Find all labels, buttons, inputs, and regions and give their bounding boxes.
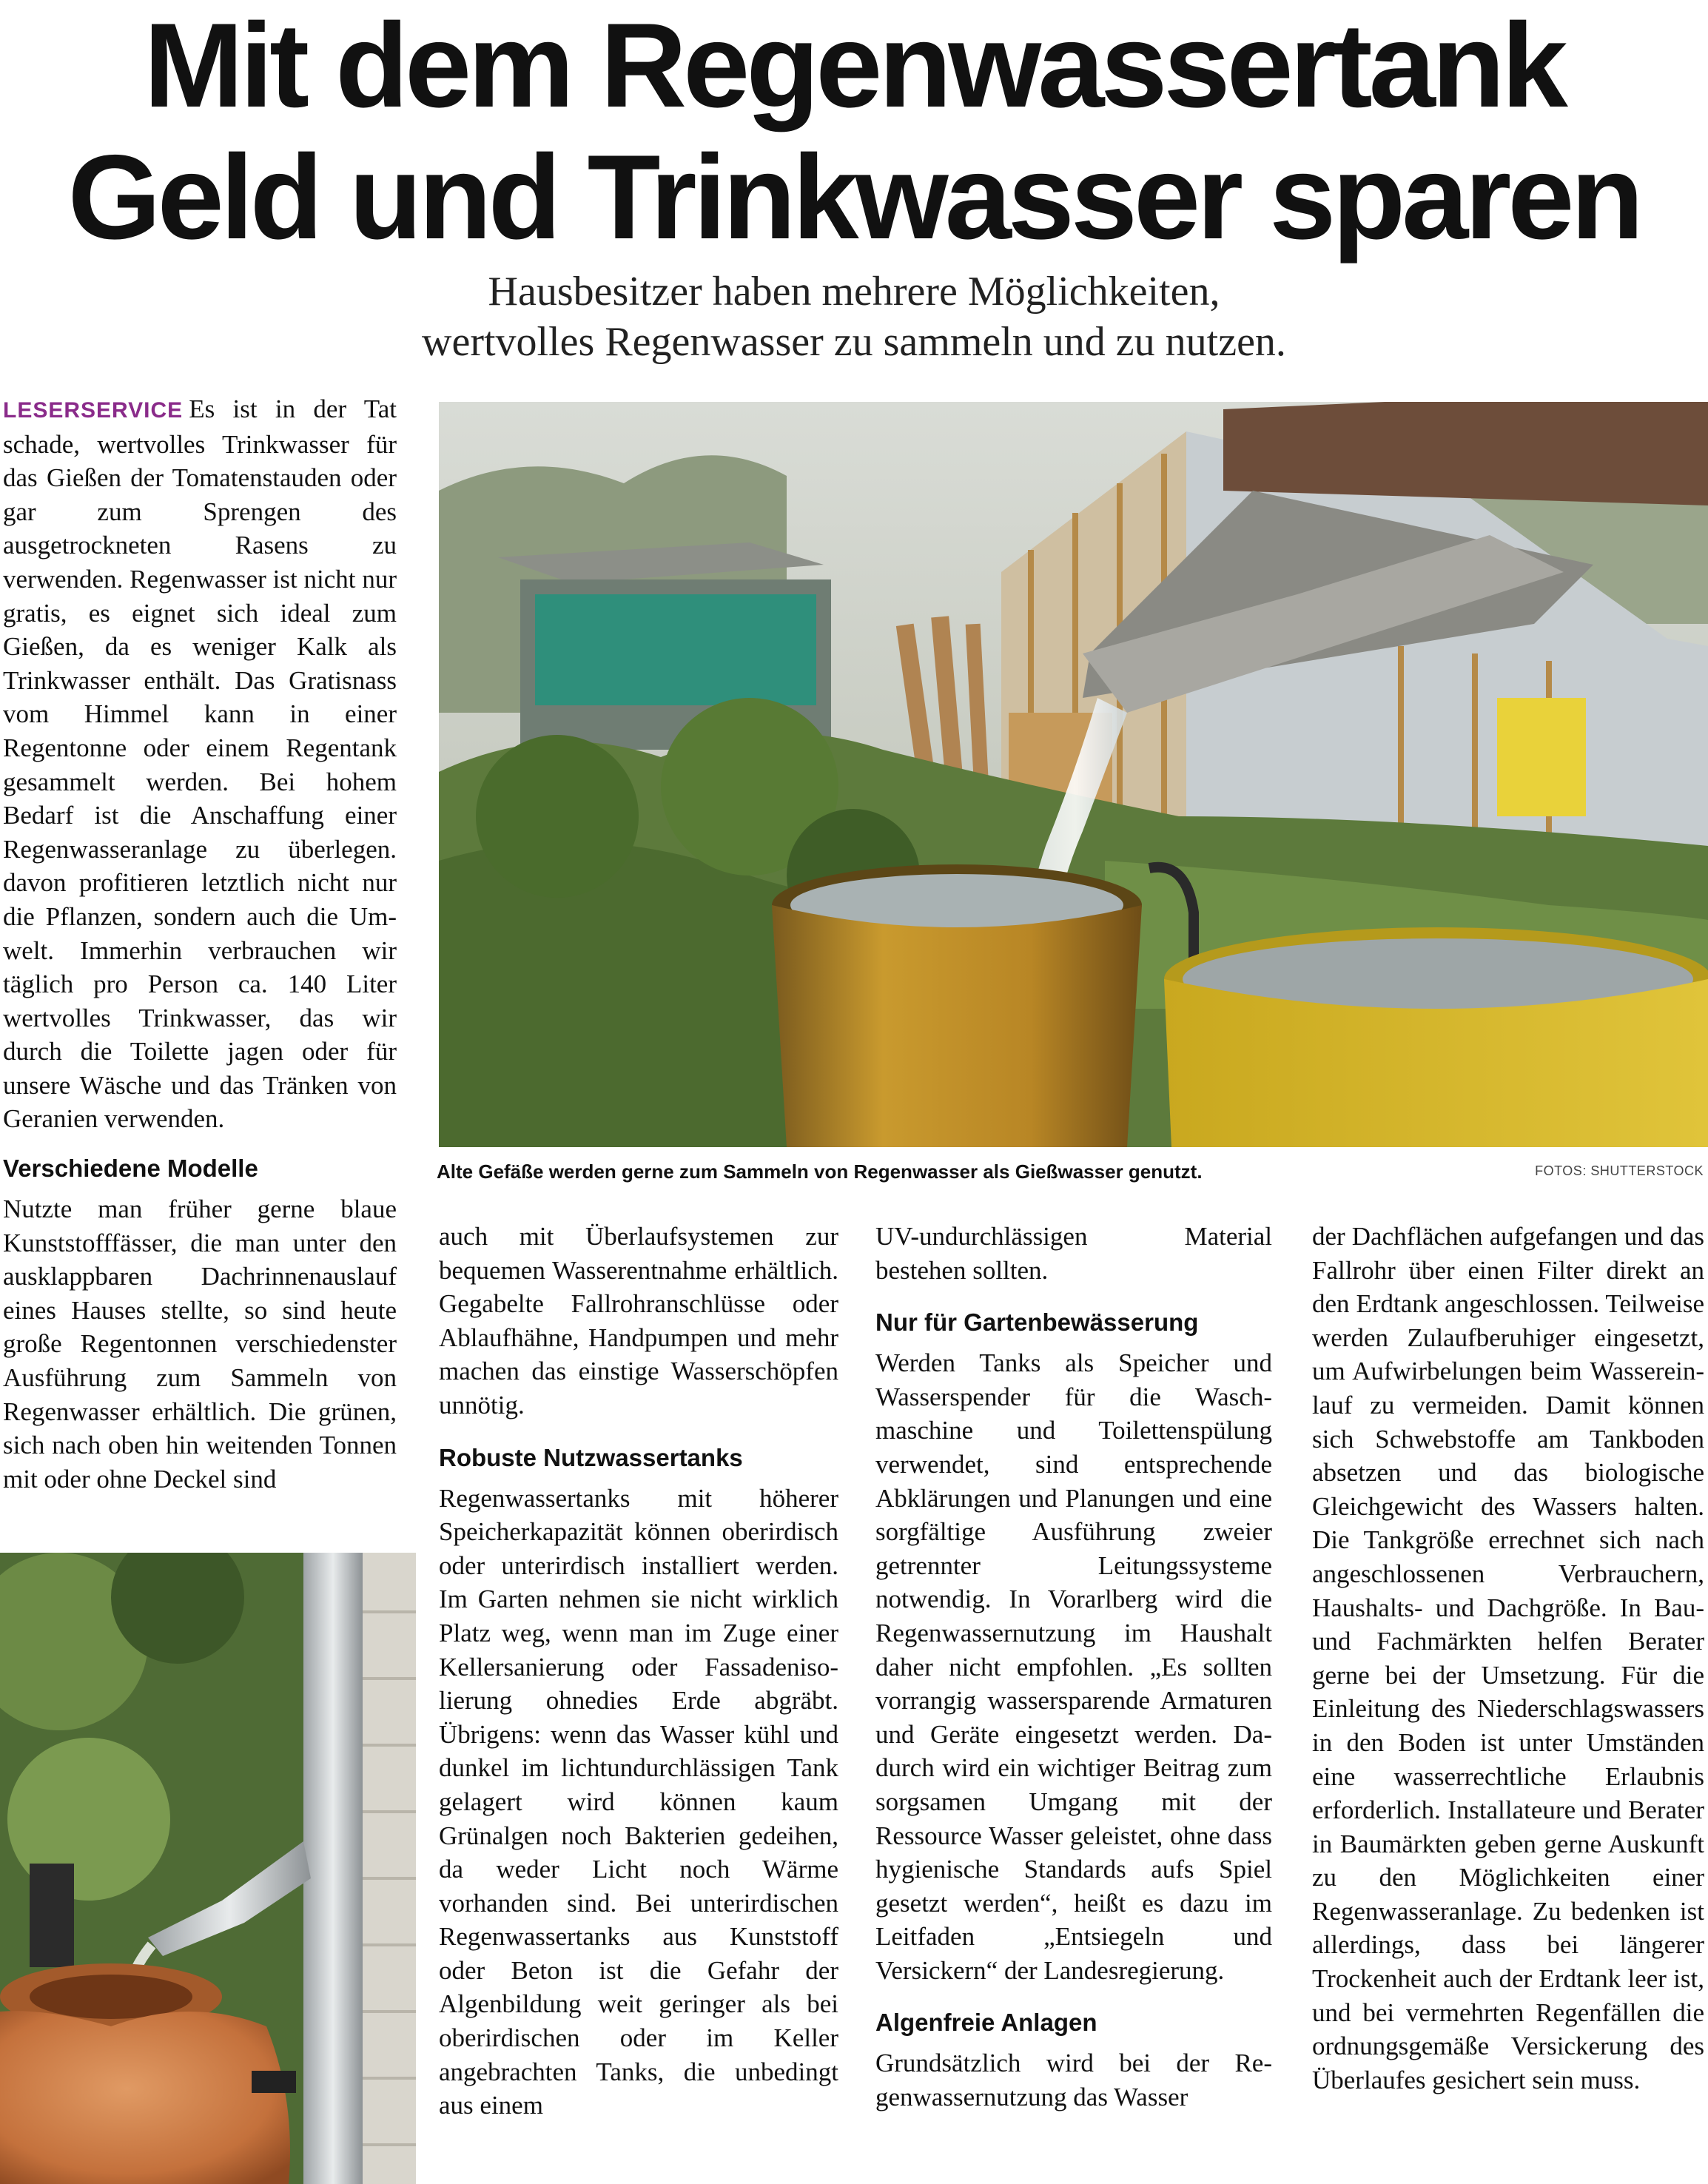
intro-text: Es ist in der Tat schade, wertvolles Trinkwasser für das Gießen der Tomatenstauden oder gar zum Sprengen des ausgetrockneten Rasens zu verwenden. Regenwasser ist nicht nur gratis, es eignet sich ideal zum Gießen, da es weniger Kalk als Trinkwasser enthält. Das Gratisnass vom Himmel kann in einer Regentonne oder einem Regentank gesammelt werden. Bei hohem Bedarf ist die Anschaffung einer Regenwasseranlage zu überlegen. davon profitieren letztlich nicht nur die Pflanzen, sondern auch die Umwelt. Immerhin verbrauchen wir täglich pro Person ca. 140 Liter wertvolles Trinkwasser, das wir durch die Toilette jagen oder für unsere Wäsche und das Tränken von Geranien verwenden. xyxy=(3,394,397,1134)
subhead-verschiedene-modelle: Verschiedene Modelle xyxy=(3,1155,258,1183)
column-1 xyxy=(3,392,397,1547)
col3-text-2: Werden Tanks als Speicher und Wasserspender für die Waschmaschine und Toilettenspülung verwendet, sind entsprechende Abklärungen und Planungen und eine sorgfältige Ausführung zweier getrennter Leitungssysteme notwendig. In Vorarlberg wird die Regenwassernutzung im Haushalt daher nicht empfohlen. „Es sollten vorrangig wassersparende Armaturen und Geräte eingesetzt werden. Dadurch wird ein wichtiger Beitrag zum sorgsamen Umgang mit der Ressource Wasser geleistet, ohne dass hygienische Standards aufs Spiel gesetzt werden“, heißt es dazu im Leitfaden „Entsiegeln und Versickern“ der Landesregierung. xyxy=(875,1348,1272,1985)
subhead-nur-fuer-gartenbewaesserung: Nur für Gartenbewässerung xyxy=(875,1308,1199,1337)
col4-text: der Dachflächen aufgefangen und das Fallrohr über einen Filter direkt an den Erdtank angeschlossen. Teilweise werden Zulaufberuhiger eingesetzt, um Aufwirbelungen beim Wassereinlauf zu vermeiden. Damit können sich Schwebstoffe am Tankboden absetzen und das biologische Gleichgewicht des Wassers halten. Die Tankgröße errechnet sich nach angeschlossenen Verbrauchern, Haushalts- und Dachgröße. In Bau- und Fachmärkten helfen Berater gerne bei der Umsetzung. Für die Einleitung des Niederschlagswassers in den Boden ist unter Umständen eine wasserrechtliche Erlaubnis erforderlich. Installateure und Berater in Baumärkten geben gerne Auskunft zu den Möglichkeiten einer Regenwasseranlage. Zu bedenken ist allerdings, dass bei längerer Trockenheit auch der Erdtank leer ist, und bei vermehrten Regenfällen die ordnungsgemäße Versickerung des Überlaufes gesichert sein muss. xyxy=(1312,1222,1704,2094)
subtitle-line-1: Hausbesitzer haben mehrere Möglichkeiten, xyxy=(488,269,1220,315)
column-4 xyxy=(1312,1220,1704,2184)
rain-barrel-garden-image xyxy=(439,402,1708,1147)
intro-paragraph xyxy=(3,392,397,1136)
col3-text-1: UV-undurchlässigen Material bestehen sollten. xyxy=(875,1222,1272,1285)
subtitle xyxy=(0,266,1708,367)
col2-text-2: Regenwassertanks mit höherer Speicherkapazität können oberirdisch oder unterirdisch installiert werden. Im Garten nehmen sie nicht wirklich Platz weg, wenn man im Zuge einer Kellersanierung oder Fassadenisolierung ohnedies Erde abgräbt. Übrigens: wenn das Wasser kühl und dunkel im lichtundurchlässigen Tank gelagert wird können kaum Grünalgen noch Bakterien gedeihen, da weder Licht noch Wärme vorhanden sind. Bei unterirdischen Regenwassertanks aus Kunststoff oder Beton ist die Gefahr der Algenbildung weit geringer als bei oberirdischen oder im Keller angebrachten Tanks, die unbedingt aus einem xyxy=(439,1483,838,2120)
terracotta-barrel-image xyxy=(0,1553,416,2184)
headline-line-2: Geld und Trinkwasser sparen xyxy=(67,130,1641,264)
headline-line-1: Mit dem Regenwassertank xyxy=(144,0,1564,132)
main-photo xyxy=(439,402,1708,1147)
section1-text: Nutzte man früher gerne blaue Kunststofffässer, die man unter den ausklappbaren Dachrinnenauslauf eines Hauses stellte, so sind heute große Regentonnen verschiedenster Ausführung zum Sammeln von Regenwasser erhältlich. Die grünen, sich nach oben hin weitenden Tonnen mit oder ohne Deckel sind xyxy=(3,1195,397,1493)
subhead-algenfreie-anlagen: Algenfreie Anlagen xyxy=(875,2009,1097,2037)
photo-credit: FOTOS: SHUTTERSTOCK xyxy=(1535,1163,1704,1178)
kicker-leserservice: LESERSERVICE xyxy=(3,398,184,423)
subtitle-line-2: wertvolles Regenwasser zu sammeln und zu nutzen. xyxy=(422,319,1286,365)
photo-caption: Alte Gefäße werden gerne zum Sammeln von Regenwasser als Gießwasser genutzt. xyxy=(437,1160,1203,1183)
subhead-robuste-nutzwassertanks: Robuste Nutzwassertanks xyxy=(439,1443,743,1471)
headline xyxy=(0,0,1708,263)
col3-text-3: Grundsätzlich wird bei der Regenwassernutzung das Wasser xyxy=(875,2049,1272,2112)
column-2 xyxy=(439,1220,838,2184)
col2-text-1: auch mit Überlaufsystemen zur bequemen Wasserentnahme erhältlich. Gegabelte Fallrohranschlüsse oder Ablaufhähne, Handpumpen und mehr machen das einstige Wasserschöpfen unnötig. xyxy=(439,1222,838,1419)
secondary-photo xyxy=(0,1553,416,2184)
column-3 xyxy=(875,1220,1272,2184)
